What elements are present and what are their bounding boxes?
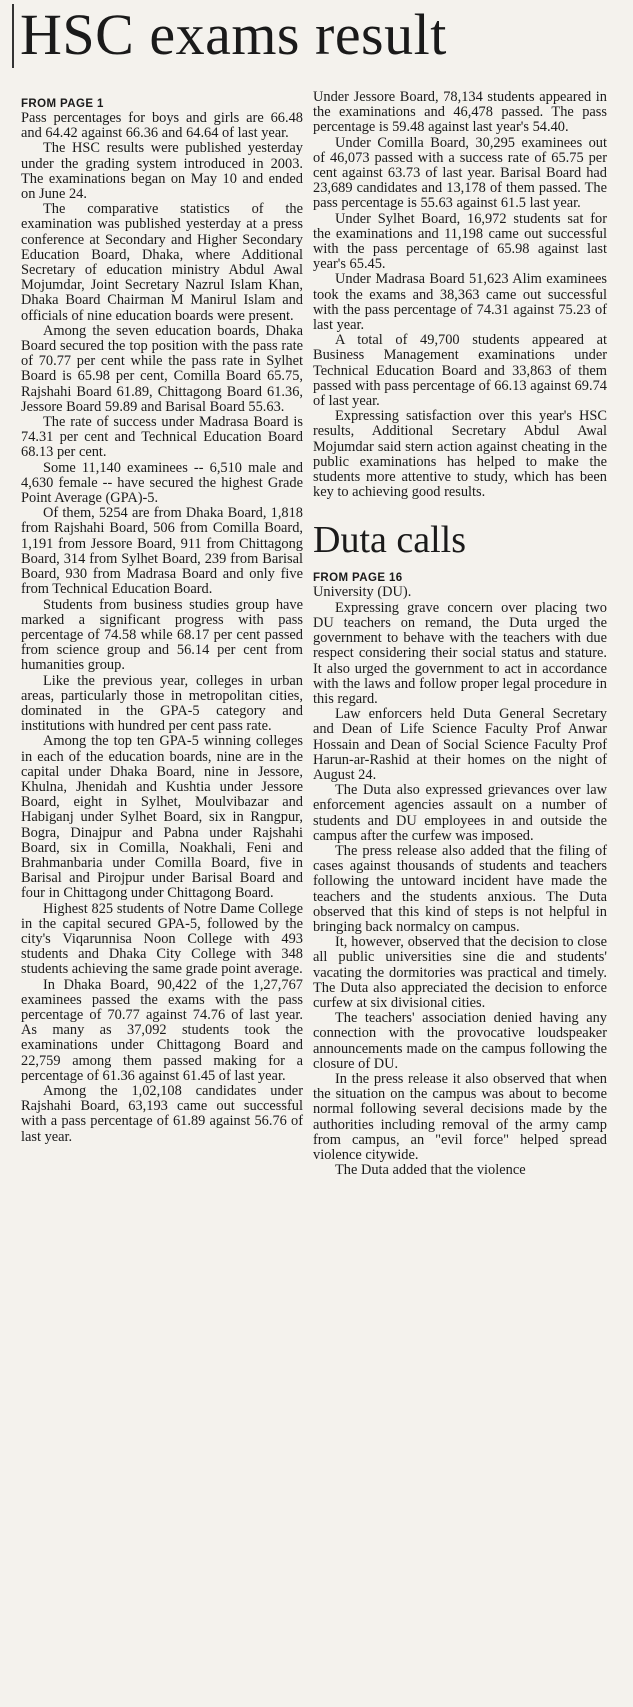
article-paragraph: Highest 825 students of Notre Dame College in the capital secured GPA-5, followed by the city's Viqarunnisa Noon College with 493 students and Dhaka City College with 348 students achieving the same grade point average. (21, 900, 303, 978)
article-paragraph: Under Jessore Board, 78,134 students appeared in the examinations and 46,478 passed. The pass percentage is 59.48 against last year's 54.40. (313, 89, 607, 136)
article-paragraph: The comparative statistics of the examination was published yesterday at a press conference at Secondary and Higher Secondary Education Board, Dhaka, where Additional Secretary of education ministry Abdul Awal Mojumdar, Joint Secretary Nazrul Islam Khan, Dhaka Board Chairman M Manirul Islam and officials of nine education boards were present. (21, 201, 303, 324)
article-headline-duta: Duta calls (313, 519, 467, 562)
article-paragraph: The press release also added that the filing of cases against thousands of students and teachers following the untoward incident have made the teachers and the students anxious. The Duta observed that this kind of steps is not helpful in bringing back normalcy on campus. (313, 842, 607, 935)
article-paragraph: Law enforcers held Duta General Secretary and Dean of Life Science Faculty Prof Anwar Hossain and Dean of Social Science Faculty Prof Harun-ar-Rashid at their homes on the night of August 24. (313, 706, 607, 783)
article-column-left (21, 98, 303, 1145)
article-paragraph: Under Sylhet Board, 16,972 students sat for the examinations and 11,198 came out successful with the pass percentage of 65.98 against last year's 65.45. (313, 210, 607, 273)
article-paragraph: The teachers' association denied having any connection with the provocative loudspeaker announcements made on the campus following the closure of DU. (313, 1010, 607, 1072)
article-paragraph: University (DU). (313, 584, 412, 601)
article-paragraph: In the press release it also observed that when the situation on the campus was about to become normal following several decisions made by the authorities including removal of the army camp from campus, an "evil force" helped spread violence citywide. (313, 1070, 607, 1163)
article-headline: HSC exams result (20, 2, 447, 67)
article-paragraph: Among the top ten GPA-5 winning colleges in each of the education boards, nine are in the capital under Dhaka Board, nine in Jessore, Khulna, Jhenidah and Kushtia under Jessore Board, eight in Sylhet, Moulvibazar and Habiganj under Sylhet Board, six in Rangpur, Bogra, Dinajpur and Pabna under Rajshahi Board, six in Comilla, Noakhali, Feni and Brahmanbaria under Comilla Board, five in Barisal and Pirojpur under Barisal Board and four in Chittagong under Chittagong Board. (21, 733, 303, 902)
article-column-right (313, 90, 607, 1178)
article-paragraph: Expressing satisfaction over this year's HSC results, Additional Secretary Abdul Awal Mojumdar said stern action against cheating in the public examinations has helped to make the students more attentive to study, which has been key to achieving good results. (313, 408, 607, 501)
article-paragraph: Under Comilla Board, 30,295 examinees out of 46,073 passed with a success rate of 65.75 per cent against 63.73 of last year. Barisal Board had 23,689 candidates and 13,178 of them passed. The pass percentage is 55.63 against 61.5 last year. (313, 134, 607, 212)
column-rule (12, 4, 14, 68)
article-paragraph: Among the 1,02,108 candidates under Rajshahi Board, 63,193 came out successful with a pass percentage of 61.89 against 56.76 of last year. (21, 1083, 303, 1145)
article-paragraph: It, however, observed that the decision to close all public universities sine die and students' vacating the dormitories was practical and timely. The Duta also appreciated the decision to enforce curfew at six divisional cities. (313, 934, 607, 1011)
article-paragraph: Some 11,140 examinees -- 6,510 male and 4,630 female -- have secured the highest Grade Point Average (GPA)-5. (21, 459, 303, 507)
article-paragraph: A total of 49,700 students appeared at Business Management examinations under Technical Education Board and 33,863 of them passed with pass percentage of 66.13 against 69.74 of last year. (313, 332, 607, 410)
article-paragraph: Pass percentages for boys and girls are 66.48 and 64.42 against 66.36 and 64.64 of last year. (21, 110, 303, 142)
article-paragraph: Among the seven education boards, Dhaka Board secured the top position with the pass rate of 70.77 per cent while the pass rate in Sylhet Board is 65.98 per cent, Comilla Board 65.75, Rajshahi Board 61.89, Chittagong Board 61.36, Jessore Board 59.89 and Barisal Board 55.63. (21, 322, 303, 415)
jump-line: FROM PAGE 1 (21, 98, 104, 110)
article-paragraph: The HSC results were published yesterday under the grading system introduced in 2003. The examinations began on May 10 and ended on June 24. (21, 140, 303, 203)
article-paragraph: Under Madrasa Board 51,623 Alim examinees took the exams and 38,363 came out successful with the pass percentage of 74.31 against 75.23 of last year. (313, 271, 607, 334)
article-paragraph: Like the previous year, colleges in urban areas, particularly those in metropolitan cities, dominated in the GPA-5 category and institutions with hundred per cent pass rate. (21, 672, 303, 735)
article-paragraph: The Duta also expressed grievances over law enforcement agencies assault on a number of students and DU employees in and outside the campus after the curfew was imposed. (313, 782, 607, 844)
jump-line: FROM PAGE 16 (313, 572, 403, 585)
article-paragraph: Students from business studies group have marked a significant progress with pass percentage of 74.58 while 68.17 per cent passed from science group and 56.14 per cent from humanities group. (21, 596, 303, 674)
article-paragraph: In Dhaka Board, 90,422 of the 1,27,767 examinees passed the exams with the pass percentage of 70.77 against 74.76 of last year. As many as 37,092 students took the examinations under Chittagong Board and 22,759 among them passed making for a percentage of 61.36 against 61.45 of last year. (21, 976, 303, 1084)
article-paragraph: The Duta added that the violence (335, 1162, 526, 1179)
article-paragraph: Expressing grave concern over placing two DU teachers on remand, the Duta urged the government to behave with the teachers with due respect considering their social status and stature. It also urged the government to act in accordance with the laws and follow proper legal procedure in this regard. (313, 599, 607, 707)
article-paragraph: Of them, 5254 are from Dhaka Board, 1,818 from Rajshahi Board, 506 from Comilla Board, 1,191 from Jessore Board, 911 from Chittagong Board, 314 from Sylhet Board, 239 from Barisal Board, 930 from Madrasa Board and only five from Technical Education Board. (21, 505, 303, 598)
article-paragraph: The rate of success under Madrasa Board is 74.31 per cent and Technical Education Board 68.13 per cent. (21, 414, 303, 461)
